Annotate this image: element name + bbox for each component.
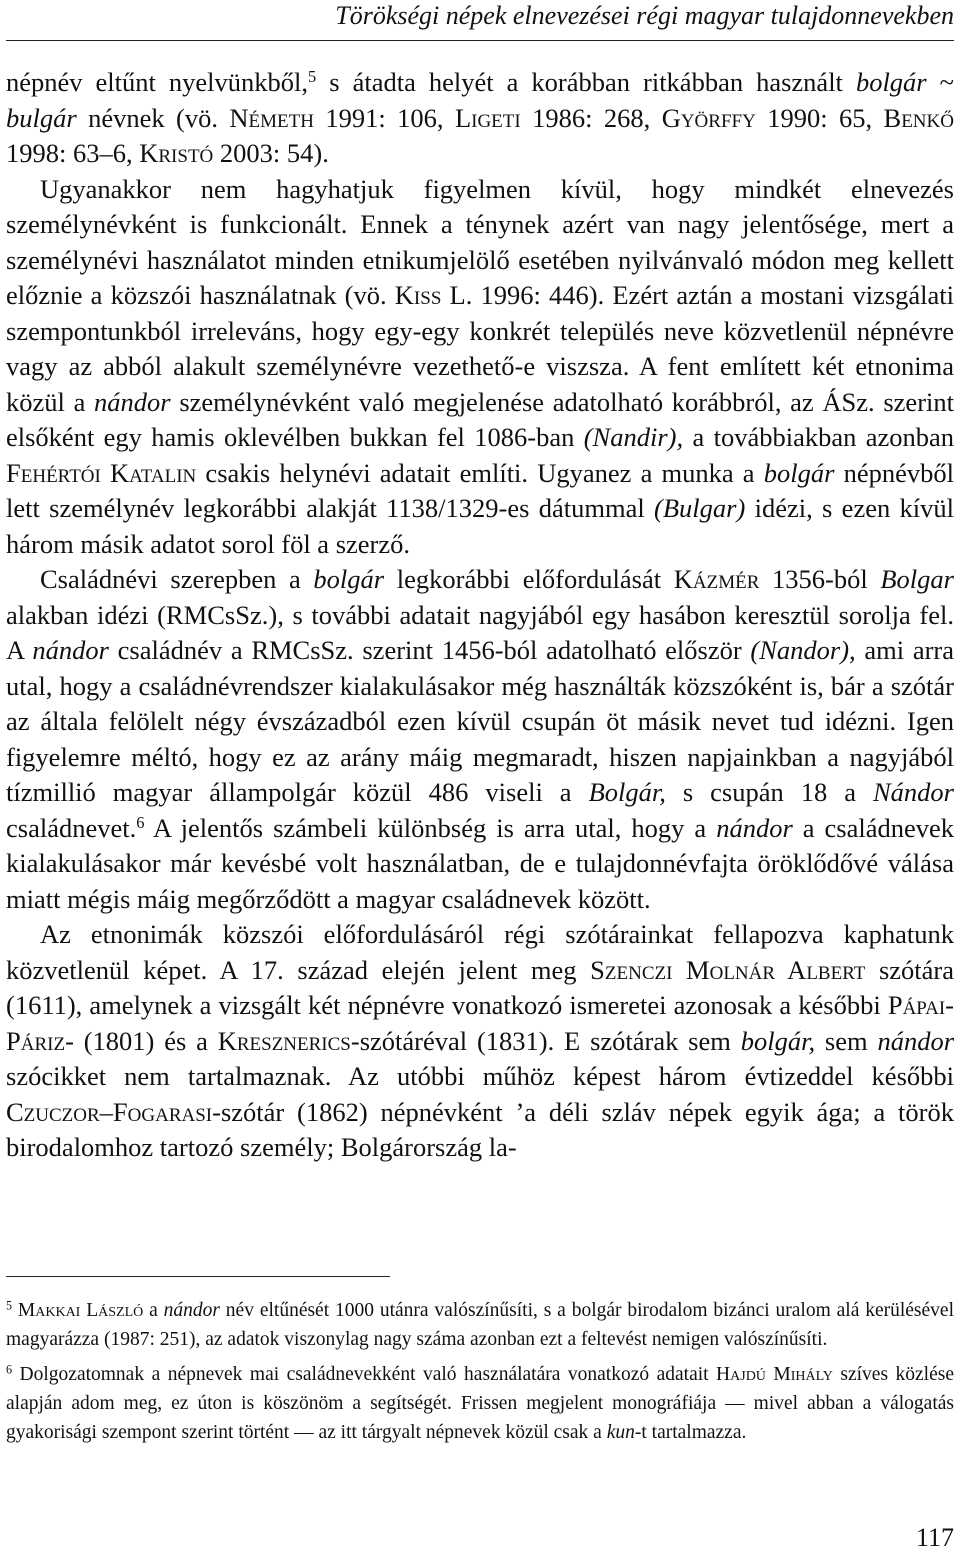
term-italic: bolgár xyxy=(763,457,835,488)
term-italic: nándor xyxy=(94,386,171,417)
term-italic: bolgár xyxy=(855,67,927,97)
author-name: Szenczi Molnár Albert xyxy=(590,954,866,985)
running-header-title: Törökségi népek elnevezései régi magyar tulajdonnevekben xyxy=(335,1,954,30)
text-run: Az etnonimák közszói előfordulásáról régi szótárainkat fellapozva kaphatunk közvetlenül képet. A 17. század elején jelent meg xyxy=(6,919,954,985)
text-run: a családnevek kialakulásakor már kevésbé volt használatban, de e tulajdonnévfajta öröklődővé válása miatt mégis máig megőrződött a magyar családnevek között. xyxy=(6,812,955,914)
footnote-number: 6 xyxy=(6,1362,13,1377)
text-run: népnév eltűnt nyelvünkből, xyxy=(6,67,309,97)
text-run: legkorábbi előfordulását xyxy=(384,564,674,594)
text-run: ami arra utal, hogy a családnévrendszer kialakulásakor még használták közszóként is, bár a szótár az általa felölelt négy évszázadból ezen kívül csupán öt másik nevet tud idézni. Igen figyelemre méltó, hogy ez az arány máig megmaradt, hiszen napjainkban a nagyjából tízmillió magyar állampolgár közül 486 viseli a xyxy=(6,635,954,807)
text-run: idézi, s ezen kívül három másik adatot sorol föl a szerző. xyxy=(6,493,955,559)
term-italic: Nándor xyxy=(873,777,954,807)
author-name: Kresznerics xyxy=(217,1025,351,1056)
paragraph-1 xyxy=(6,65,954,172)
term-italic: nándor xyxy=(163,1300,220,1321)
author-name: Fehértói Katalin xyxy=(6,457,197,488)
text-run: alakban idézi (RMCsSz.), s további adatait nagyjából egy hasábon keresztül sorolja fel. A xyxy=(6,599,954,665)
text-run: 1986: 268, xyxy=(520,102,662,133)
author-name: Györffy xyxy=(661,102,756,133)
text-run: személynévként való megjelenése adatolható korábbról, az ÁSz. szerint elsőként egy hamis oklevélben bukkan fel 1086-ban xyxy=(6,386,954,452)
text-run: Családnévi szerepben a xyxy=(40,564,314,594)
paragraph-4 xyxy=(6,917,954,1166)
text-run: csakis helynévi adatait említi. Ugyanez a munka a xyxy=(196,457,764,488)
author-name: Czuczor–Fogarasi xyxy=(6,1096,213,1127)
text-run: Ugyanakkor nem hagyhatjuk figyelmen kívül, hogy mindkét elnevezés személynévként is funkcionált. Ennek a ténynek azért van nagy jelentősége, mert a személynévi használatot minden etnikumjelölő esetében nyilvánvaló módon meg kellett előznie a közszói használatnak (vö. xyxy=(6,173,954,310)
term-italic: (Bulgar) xyxy=(654,493,746,523)
text-run: -szótár (1862) népnévként ’a déli szláv népek egyik ága; a török birodalomhoz tartozó személy; Bolgárország la- xyxy=(6,1096,954,1162)
footnote-number: 5 xyxy=(6,1298,13,1313)
header-divider xyxy=(6,40,954,41)
term-italic: bulgár xyxy=(6,102,77,133)
text-run: ~ xyxy=(926,67,954,97)
text-run: Dolgozatomnak a népnevek mai családnevekként való használatára vonatkozó adatait xyxy=(12,1364,717,1385)
author-name: Kázmér xyxy=(673,564,760,594)
text-run: s átadta helyét a korábban ritkábban használt xyxy=(316,67,856,97)
text-run: - (1801) és a xyxy=(65,1025,218,1056)
paragraph-2 xyxy=(6,172,954,563)
text-run: A jelentős számbeli különbség is arra utal, hogy a xyxy=(144,812,717,843)
author-name: Benkő xyxy=(883,102,954,133)
text-run: név eltűnését 1000 utánra valószínűsíti, s a bolgár birodalom bizánci uralom alá kerülésével magyarázza (1987: 251), az adatok viszonylag nagy száma azonban ezt a feltevést nemigen valószínűsíti. xyxy=(6,1300,954,1350)
text-run: sem xyxy=(815,1025,878,1056)
term-italic: nándor xyxy=(716,812,793,843)
text-run: -t tartalmazza. xyxy=(634,1422,747,1443)
author-name: Pápai-Páriz xyxy=(6,990,954,1056)
text-run: 1990: 65, xyxy=(755,102,884,133)
text-run: a xyxy=(143,1300,164,1321)
term-italic: nándor xyxy=(32,635,109,665)
text-run: családnév a RMCsSz. szerint 1456-ból adatolható először xyxy=(108,635,751,665)
author-name: Kiss xyxy=(394,280,442,310)
main-text xyxy=(6,65,954,1166)
text-run: családnevet. xyxy=(6,812,137,843)
term-italic: (Nandor), xyxy=(750,635,856,665)
text-run: -szótáréval (1831). E szótárak sem xyxy=(350,1025,741,1056)
text-run: szócikket nem tartalmaznak. Az utóbbi műhöz képest három évtizeddel későbbi xyxy=(6,1061,954,1091)
term-italic: bolgár, xyxy=(740,1025,816,1056)
text-run: szíves közlése alapján adom meg, ez úton is köszönöm a segítségét. Frissen megjelent monográfiája — mivel abban a válogatás gyakorisági szempont szerint történt — az itt tárgyalt népnevek közül csak a xyxy=(6,1364,954,1443)
text-run: népnévből lett személynév legkorábbi alakját 1138/1329-es dátummal xyxy=(6,457,955,523)
text-run: s csupán 18 a xyxy=(665,777,873,807)
footnotes xyxy=(6,1296,954,1447)
term-italic: nándor xyxy=(877,1025,955,1056)
author-name: Ligeti xyxy=(454,102,521,133)
text-run: 1998: 63–6, xyxy=(6,138,140,168)
footnote-ref-6[interactable]: 6 xyxy=(136,812,145,832)
page-number: 117 xyxy=(915,1523,954,1552)
paragraph-3 xyxy=(6,562,954,917)
term-italic: kun xyxy=(606,1422,635,1443)
author-name: Németh xyxy=(229,102,314,133)
author-name: Makkai László xyxy=(17,1300,144,1321)
text-run: 2003: 54). xyxy=(213,138,329,168)
author-name: Hajdú Mihály xyxy=(716,1364,833,1385)
footnote-ref-5[interactable]: 5 xyxy=(308,66,317,86)
text-run: 1991: 106, xyxy=(313,102,455,133)
text-run: névnek (vö. xyxy=(76,102,230,133)
term-italic: Bolgár, xyxy=(588,777,666,807)
footnote-5 xyxy=(6,1296,954,1354)
term-italic: bolgár xyxy=(313,564,385,594)
text-run: L. 1996: 446). Ezért aztán a mostani vizsgálati szempontunkból irreleváns, hogy egy-egy konkrét település neve közvetlenül népnévre vagy az abból alakult személynévre vezethető-e viszsza. A fent említett két etnonima közül a xyxy=(6,280,954,417)
text-run: a továbbiakban azonban xyxy=(683,422,955,452)
text-run: szótára (1611), amelynek a vizsgált két népnévre vonatkozó ismeretei azonosak a későbbi xyxy=(6,954,954,1020)
footnote-divider xyxy=(6,1276,390,1277)
term-italic: Bolgar xyxy=(880,564,954,594)
text-run: 1356-ból xyxy=(759,564,881,594)
term-italic: (Nandir), xyxy=(583,422,684,452)
author-name: Kristó xyxy=(139,138,214,168)
footnote-6 xyxy=(6,1360,954,1447)
